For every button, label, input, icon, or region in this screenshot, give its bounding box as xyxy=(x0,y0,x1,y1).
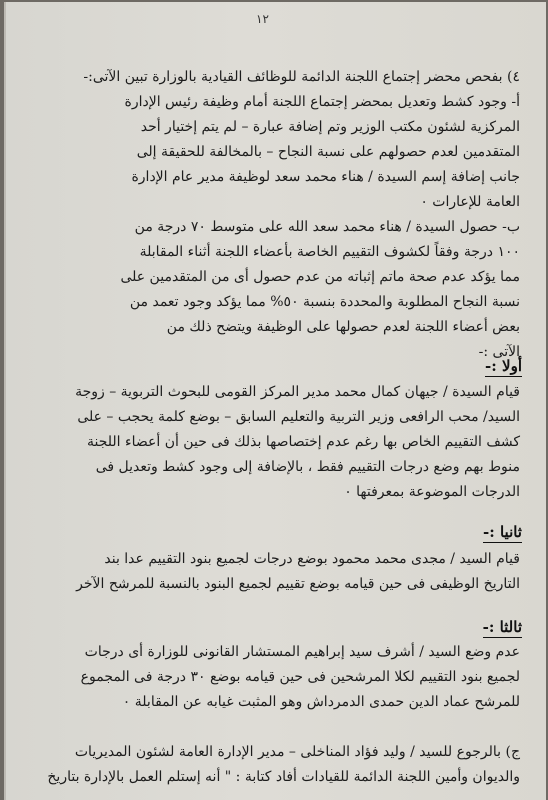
third-heading-text: ثالثا :- xyxy=(482,618,522,636)
first-para-line: السيد/ محب الرافعى وزير التربية والتعليم السابق – بوضع كلمة يحجب – على xyxy=(77,409,520,425)
item-b-line: بعض أعضاء اللجنة لعدم حصولها على الوظيفة ويتضح ذلك من xyxy=(166,319,520,335)
item-a-line: المركزية لشئون مكتب الوزير وتم إضافة عبارة – لم يتم إختيار أحد xyxy=(140,119,520,135)
second-heading-text: ثانيا :- xyxy=(482,523,522,541)
item-b-line: ب- حصول السيدة / هناء محمد سعد الله على متوسط ٧٠ درجة من xyxy=(134,219,520,235)
item-c-line: ج) بالرجوع للسيد / وليد فؤاد المناخلى – مدير الإدارة العامة لشئون المديريات xyxy=(74,744,520,760)
item-a-line: جانب إضافة إسم السيدة / هناء محمد سعد لوظيفة مدير عام الإدارة xyxy=(131,169,520,185)
item-b-line: مما يؤكد عدم صحة ماتم إثباته من عدم حصول أى من المتقدمين على xyxy=(120,269,520,285)
item-a-line: أ- وجود كشط وتعديل بمحضر إجتماع اللجنة أمام وظيفة رئيس الإدارة xyxy=(124,94,520,110)
first-heading xyxy=(485,357,522,375)
third-para-line: عدم وضع السيد / أشرف سيد إبراهيم المستشار القانونى للوزارة أى درجات xyxy=(84,644,520,660)
third-para-line: للمرشح عماد الدين حمدى الدمرداش وهو المثبت غيابه عن المقابلة ٠ xyxy=(122,694,520,710)
item-b-line: ١٠٠ درجة وفقاً لكشوف التقييم الخاصة بأعضاء اللجنة أثناء المقابلة xyxy=(139,244,520,260)
second-para-line: التاريخ الوظيفى فى حين قيامه بوضع تقييم لجميع البنود بالنسبة للمرشح الآخر xyxy=(76,576,520,592)
item-a-line: العامة للإعارات ٠ xyxy=(420,194,520,210)
first-para-line: كشف التقييم الخاص بها رغم عدم إختصاصها بذلك فى حين أن أعضاء اللجنة xyxy=(87,434,520,450)
first-para-line: قيام السيدة / جيهان كمال محمد مدير المركز القومى للبحوث التربوية – زوجة xyxy=(75,384,520,400)
first-heading-text: أولا :- xyxy=(485,357,522,375)
document-page xyxy=(4,2,546,800)
item-a-line: المتقدمين لعدم حصولهم على نسبة النجاح – بالمخالفة للحقيقة إلى xyxy=(136,144,520,160)
third-heading xyxy=(483,618,522,636)
item-b-line: نسبة النجاح المطلوبة والمحددة بنسبة ٥٠% مما يؤكد وجود تعمد من xyxy=(129,294,520,310)
item-c-line: والديوان وأمين اللجنة الدائمة للقيادات أفاد كتابة : " أنه إستلم العمل بالإدارة بتاريخ xyxy=(47,769,520,785)
page-number: ١٢ xyxy=(256,12,269,26)
first-para-line: منوط بهم وضع درجات التقييم فقط ، بالإضافة إلى وجود كشط وتعديل فى xyxy=(95,459,520,475)
second-heading xyxy=(483,523,522,541)
third-para-line: لجميع بنود التقييم لكلا المرشحين فى حين قيامه بوضع ٣٠ درجة فى المجموع xyxy=(80,669,520,685)
second-para-line: قيام السيد / مجدى محمد محمود بوضع درجات لجميع بنود التقييم عدا بند xyxy=(104,551,520,567)
first-para-line: الدرجات الموضوعة بمعرفتها ٠ xyxy=(344,484,520,500)
intro-line: ٤) بفحص محضر إجتماع اللجنة الدائمة للوظائف القيادية بالوزارة تبين الآتى:- xyxy=(83,69,520,85)
item-b-line: الآتى :- xyxy=(478,344,520,360)
